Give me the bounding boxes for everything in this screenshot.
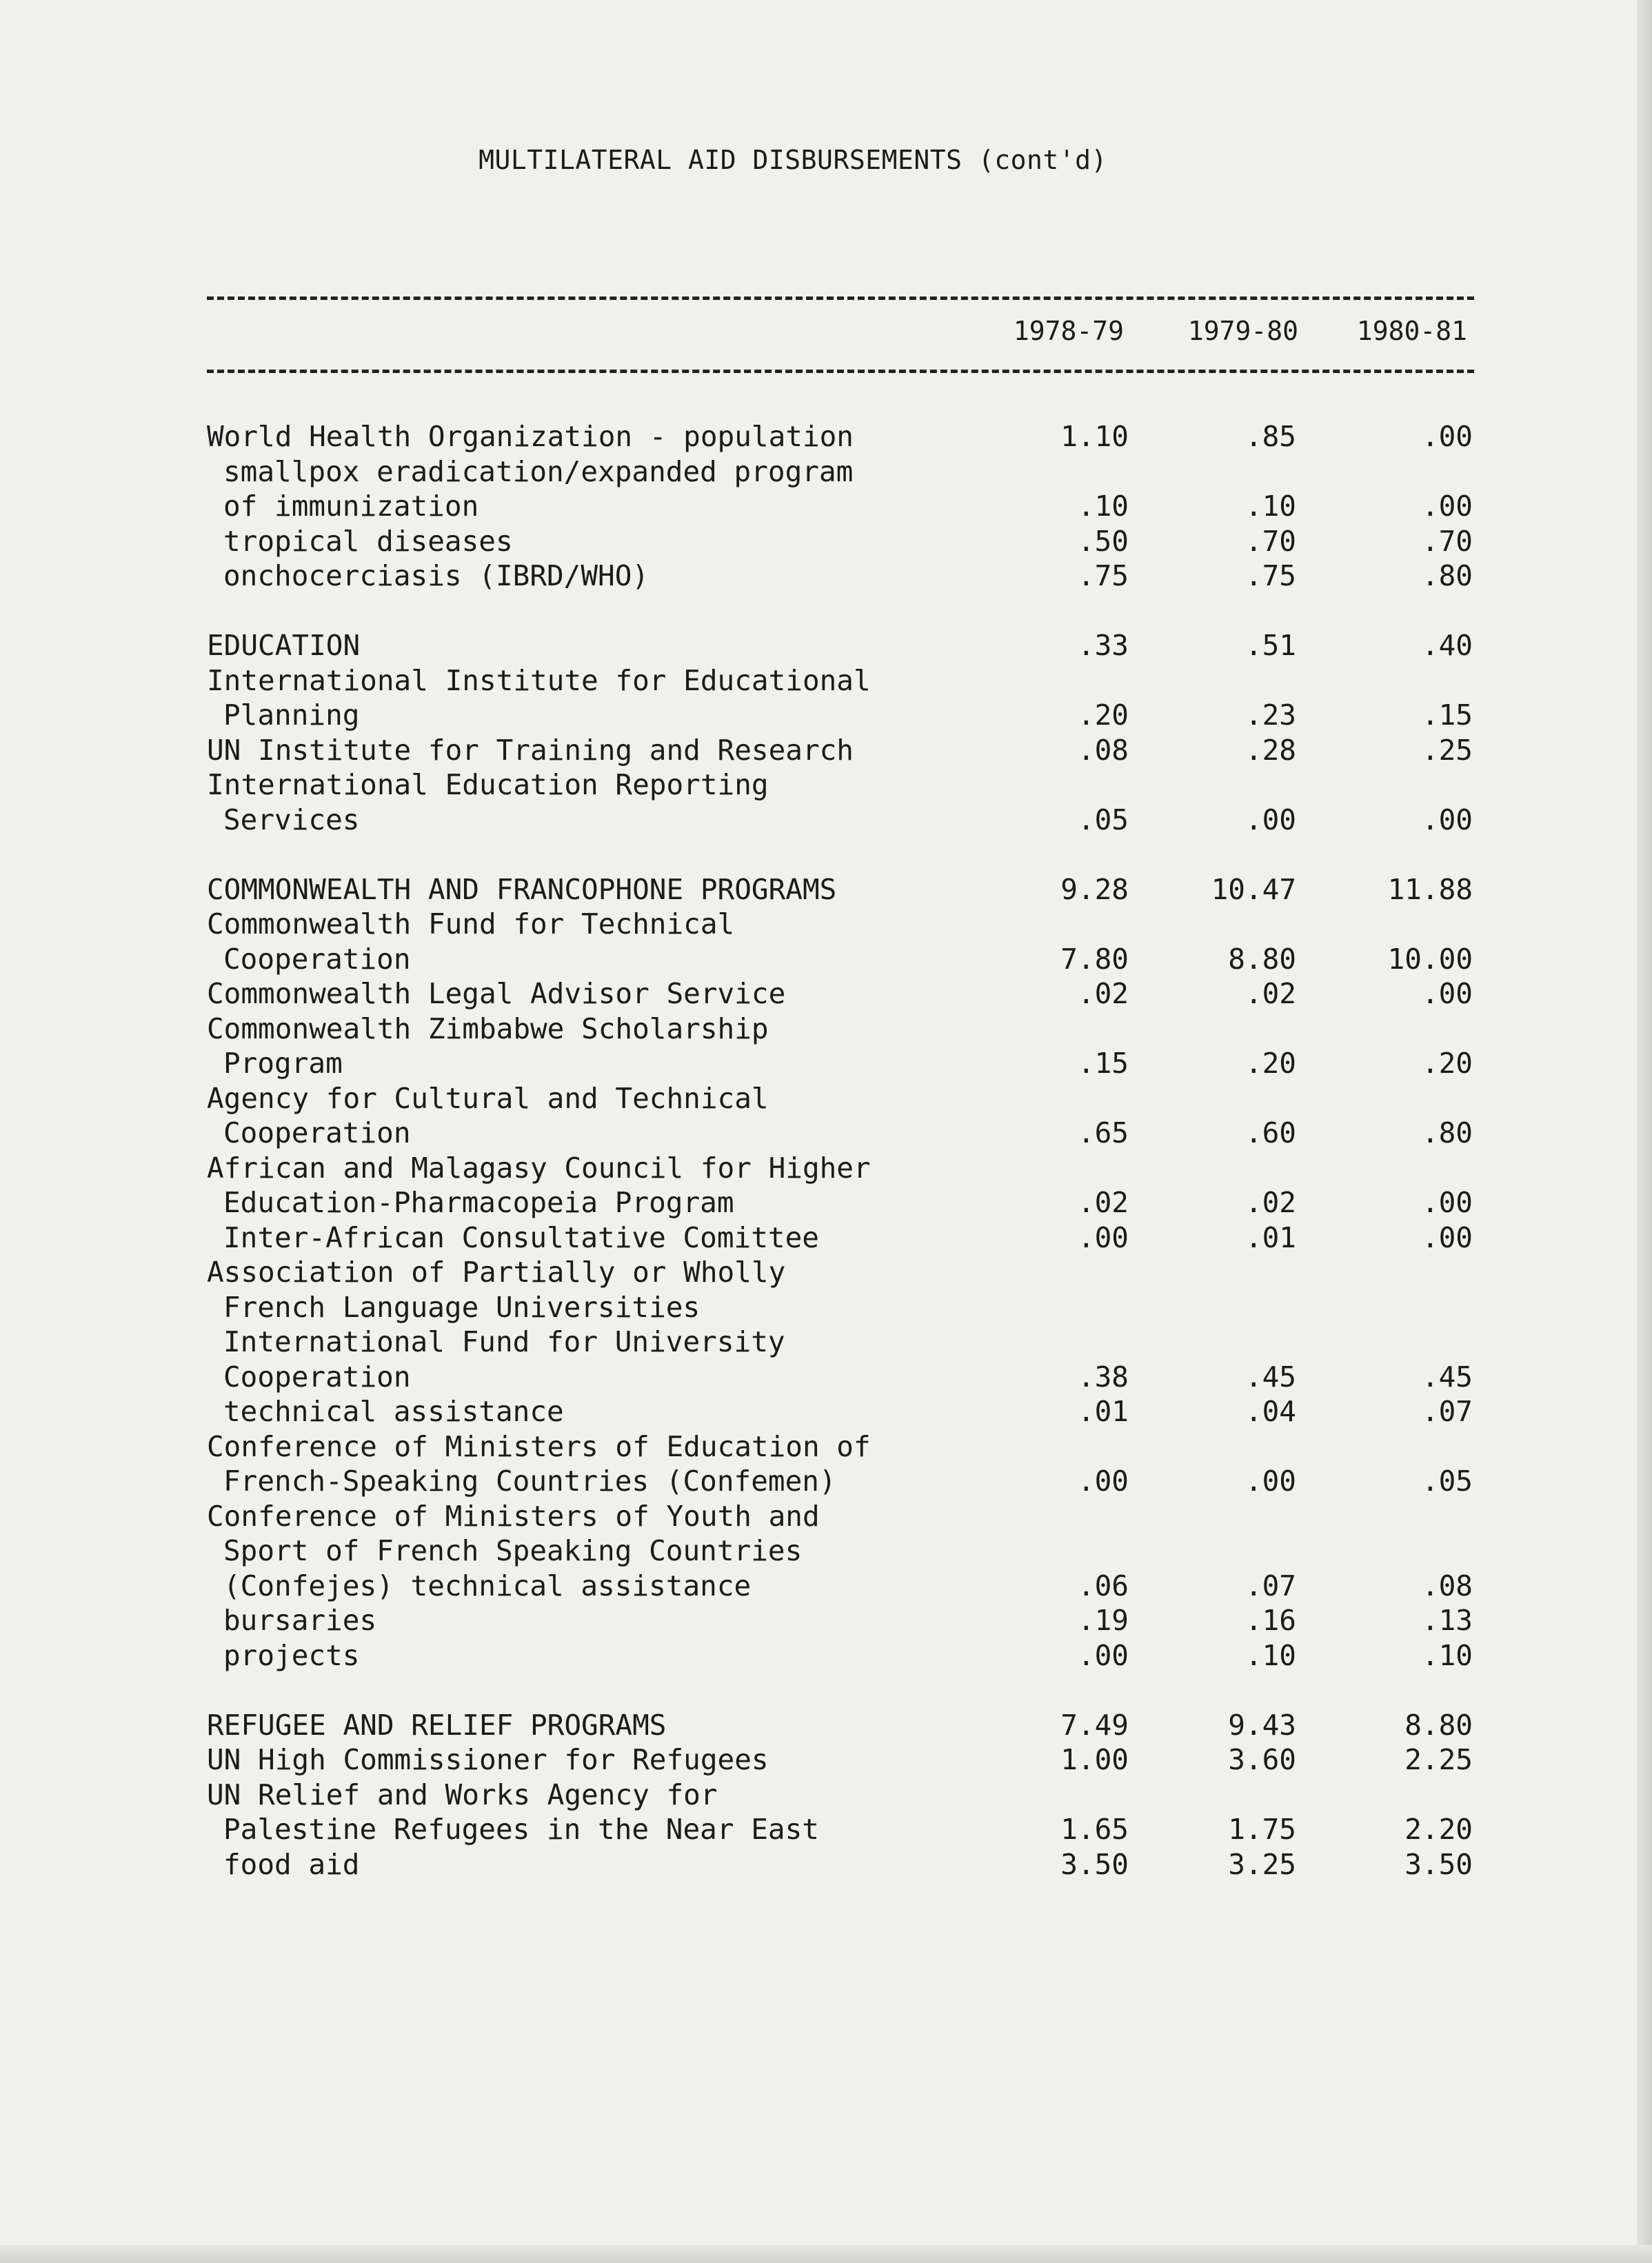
table-header-rule xyxy=(207,370,1474,373)
row-label: Agency for Cultural and Technical xyxy=(207,1081,769,1115)
row-label: Association of Partially or Wholly xyxy=(207,1256,786,1289)
table-row xyxy=(207,1012,1474,1047)
table-row xyxy=(207,419,1474,454)
row-value-1980-81: 8.80 xyxy=(1404,1708,1473,1742)
row-label: UN High Commissioner for Refugees xyxy=(207,1743,769,1776)
row-value-1978-79: 9.28 xyxy=(1060,872,1129,906)
row-value-1980-81: .00 xyxy=(1421,1186,1473,1219)
row-label: French Language Universities xyxy=(223,1290,701,1324)
row-value-1979-80: .00 xyxy=(1245,803,1296,836)
row-value-1980-81: .70 xyxy=(1421,524,1473,558)
row-label: Commonwealth Legal Advisor Service xyxy=(207,977,786,1010)
section-spacer xyxy=(207,837,1474,872)
row-value-1979-80: .16 xyxy=(1245,1604,1296,1637)
table-row xyxy=(207,1569,1474,1604)
row-value-1980-81: .05 xyxy=(1421,1465,1473,1498)
row-label: smallpox eradication/expanded program xyxy=(223,454,854,488)
section-spacer xyxy=(207,594,1474,629)
table-row xyxy=(207,1116,1474,1151)
row-value-1979-80: .28 xyxy=(1245,733,1296,767)
row-label: Services xyxy=(223,803,360,836)
row-label: Cooperation xyxy=(223,942,411,976)
row-label: tropical diseases xyxy=(223,524,513,558)
row-value-1979-80: .20 xyxy=(1245,1047,1296,1080)
table-row xyxy=(207,489,1474,524)
row-value-1979-80: 3.25 xyxy=(1228,1847,1296,1881)
row-label: Commonwealth Zimbabwe Scholarship xyxy=(207,1012,769,1045)
row-value-1979-80: 9.43 xyxy=(1228,1708,1296,1742)
row-label: (Confejes) technical assistance xyxy=(223,1569,752,1602)
row-value-1978-79: .10 xyxy=(1077,490,1129,523)
table-row xyxy=(207,1603,1474,1638)
page-bottom-edge xyxy=(0,2245,1652,2263)
row-label: Program xyxy=(223,1047,343,1080)
row-value-1978-79: .00 xyxy=(1077,1220,1129,1254)
table-row xyxy=(207,1220,1474,1256)
column-header-1979-80: 1979-80 xyxy=(1187,316,1298,346)
row-label: African and Malagasy Council for Higher xyxy=(207,1151,871,1185)
row-value-1978-79: .02 xyxy=(1077,1186,1129,1219)
row-value-1978-79: .19 xyxy=(1077,1604,1129,1637)
table-row xyxy=(207,1638,1474,1673)
row-value-1978-79: .20 xyxy=(1077,698,1129,732)
row-label: of immunization xyxy=(223,490,479,523)
table-row xyxy=(207,1394,1474,1429)
row-value-1980-81: .80 xyxy=(1421,1116,1473,1149)
table-row xyxy=(207,872,1474,907)
row-label: Planning xyxy=(223,698,360,732)
row-label: Education-Pharmacopeia Program xyxy=(223,1186,734,1219)
row-value-1979-80: .51 xyxy=(1245,629,1296,662)
row-value-1980-81: .80 xyxy=(1421,559,1473,592)
row-value-1980-81: .00 xyxy=(1421,490,1473,523)
row-value-1980-81: .07 xyxy=(1421,1395,1473,1428)
row-label: French-Speaking Countries (Confemen) xyxy=(223,1465,836,1498)
table-row xyxy=(207,1255,1474,1290)
row-value-1978-79: 1.65 xyxy=(1060,1813,1129,1846)
row-value-1978-79: .38 xyxy=(1077,1360,1129,1394)
row-value-1979-80: 1.75 xyxy=(1228,1813,1296,1846)
page-edge xyxy=(1637,0,1652,2263)
row-label: International Institute for Educational xyxy=(207,663,871,697)
disbursement-table xyxy=(207,419,1474,1882)
row-value-1980-81: .00 xyxy=(1421,420,1473,453)
table-row xyxy=(207,1325,1474,1360)
row-label: Palestine Refugees in the Near East xyxy=(223,1813,819,1846)
row-value-1979-80: .00 xyxy=(1245,1465,1296,1498)
table-row xyxy=(207,1046,1474,1081)
row-label: UN Relief and Works Agency for xyxy=(207,1778,718,1811)
table-row xyxy=(207,524,1474,559)
row-value-1980-81: .20 xyxy=(1421,1047,1473,1080)
row-value-1979-80: .10 xyxy=(1245,1638,1296,1672)
row-value-1979-80: .75 xyxy=(1245,559,1296,592)
row-value-1979-80: .45 xyxy=(1245,1360,1296,1394)
column-header-1980-81: 1980-81 xyxy=(1356,316,1467,346)
row-value-1979-80: 10.47 xyxy=(1211,872,1296,906)
row-value-1979-80: .07 xyxy=(1245,1569,1296,1602)
section-spacer xyxy=(207,1673,1474,1708)
row-value-1978-79: 7.49 xyxy=(1060,1708,1129,1742)
table-row xyxy=(207,1778,1474,1813)
row-label: onchocerciasis (IBRD/WHO) xyxy=(223,559,649,592)
table-row xyxy=(207,1464,1474,1499)
row-value-1979-80: .10 xyxy=(1245,490,1296,523)
row-value-1978-79: .05 xyxy=(1077,803,1129,836)
row-value-1979-80: .70 xyxy=(1245,524,1296,558)
row-value-1980-81: .10 xyxy=(1421,1638,1473,1672)
row-label: REFUGEE AND RELIEF PROGRAMS xyxy=(207,1708,667,1742)
table-row xyxy=(207,767,1474,803)
table-row xyxy=(207,1812,1474,1847)
row-label: EDUCATION xyxy=(207,629,361,662)
row-label: Cooperation xyxy=(223,1360,411,1394)
row-value-1980-81: .00 xyxy=(1421,977,1473,1010)
table-top-rule xyxy=(207,296,1474,300)
row-value-1979-80: .02 xyxy=(1245,1186,1296,1219)
row-value-1979-80: .60 xyxy=(1245,1116,1296,1149)
table-row xyxy=(207,559,1474,594)
row-value-1978-79: 1.10 xyxy=(1060,420,1129,453)
row-value-1979-80: .04 xyxy=(1245,1395,1296,1428)
row-value-1980-81: 2.20 xyxy=(1404,1813,1473,1846)
table-row xyxy=(207,1429,1474,1465)
table-row xyxy=(207,663,1474,698)
table-row xyxy=(207,628,1474,663)
table-row xyxy=(207,1185,1474,1220)
row-value-1980-81: .00 xyxy=(1421,1220,1473,1254)
table-row xyxy=(207,1360,1474,1395)
table-row xyxy=(207,1708,1474,1743)
row-label: food aid xyxy=(223,1847,360,1881)
row-value-1980-81: .40 xyxy=(1421,629,1473,662)
table-row xyxy=(207,454,1474,490)
row-label: projects xyxy=(223,1638,360,1672)
row-label: technical assistance xyxy=(223,1395,564,1428)
row-label: Commonwealth Fund for Technical xyxy=(207,907,735,941)
table-row xyxy=(207,803,1474,838)
row-value-1980-81: .00 xyxy=(1421,803,1473,836)
row-value-1978-79: 1.00 xyxy=(1060,1743,1129,1776)
row-value-1978-79: .00 xyxy=(1077,1638,1129,1672)
row-value-1979-80: .01 xyxy=(1245,1220,1296,1254)
table-row xyxy=(207,1499,1474,1534)
row-value-1980-81: .25 xyxy=(1421,733,1473,767)
row-value-1978-79: .06 xyxy=(1077,1569,1129,1602)
row-value-1979-80: .02 xyxy=(1245,977,1296,1010)
row-label: World Health Organization - population xyxy=(207,420,854,453)
row-label: Conference of Ministers of Youth and xyxy=(207,1499,820,1533)
row-value-1979-80: .85 xyxy=(1245,420,1296,453)
row-value-1978-79: .15 xyxy=(1077,1047,1129,1080)
row-label: Sport of French Speaking Countries xyxy=(223,1534,803,1567)
row-value-1978-79: .75 xyxy=(1077,559,1129,592)
table-row xyxy=(207,1533,1474,1569)
row-value-1978-79: .02 xyxy=(1077,977,1129,1010)
row-label: Inter-African Consultative Comittee xyxy=(223,1220,819,1254)
row-value-1978-79: 3.50 xyxy=(1060,1847,1129,1881)
row-value-1979-80: 8.80 xyxy=(1228,942,1296,976)
column-header-1978-79: 1978-79 xyxy=(1013,316,1124,346)
table-row xyxy=(207,1081,1474,1116)
row-value-1978-79: .50 xyxy=(1077,524,1129,558)
row-label: bursaries xyxy=(223,1604,377,1637)
table-row xyxy=(207,698,1474,733)
row-value-1978-79: .65 xyxy=(1077,1116,1129,1149)
row-value-1978-79: 7.80 xyxy=(1060,942,1129,976)
row-value-1980-81: 2.25 xyxy=(1404,1743,1473,1776)
row-label: UN Institute for Training and Research xyxy=(207,733,854,767)
row-value-1980-81: .15 xyxy=(1421,698,1473,732)
row-label: International Fund for University xyxy=(223,1325,785,1358)
row-value-1980-81: 11.88 xyxy=(1387,872,1473,906)
table-row xyxy=(207,1290,1474,1325)
table-row xyxy=(207,1847,1474,1882)
row-label: International Education Reporting xyxy=(207,768,769,801)
table-row xyxy=(207,907,1474,942)
row-label: Cooperation xyxy=(223,1116,411,1149)
row-label: Conference of Ministers of Education of xyxy=(207,1429,871,1463)
row-value-1978-79: .01 xyxy=(1077,1395,1129,1428)
table-row xyxy=(207,976,1474,1012)
row-value-1980-81: 3.50 xyxy=(1404,1847,1473,1881)
table-row xyxy=(207,942,1474,977)
row-value-1980-81: .13 xyxy=(1421,1604,1473,1637)
table-row xyxy=(207,1151,1474,1186)
table-row xyxy=(207,1742,1474,1778)
row-value-1978-79: .00 xyxy=(1077,1465,1129,1498)
row-value-1979-80: 3.60 xyxy=(1228,1743,1296,1776)
row-value-1978-79: .33 xyxy=(1077,629,1129,662)
row-value-1980-81: 10.00 xyxy=(1387,942,1473,976)
row-value-1980-81: .08 xyxy=(1421,1569,1473,1602)
page-title: MULTILATERAL AID DISBURSEMENTS (cont'd) xyxy=(479,145,1107,175)
row-value-1980-81: .45 xyxy=(1421,1360,1473,1394)
row-value-1978-79: .08 xyxy=(1077,733,1129,767)
table-row xyxy=(207,733,1474,768)
row-value-1979-80: .23 xyxy=(1245,698,1296,732)
row-label: COMMONWEALTH AND FRANCOPHONE PROGRAMS xyxy=(207,872,837,906)
